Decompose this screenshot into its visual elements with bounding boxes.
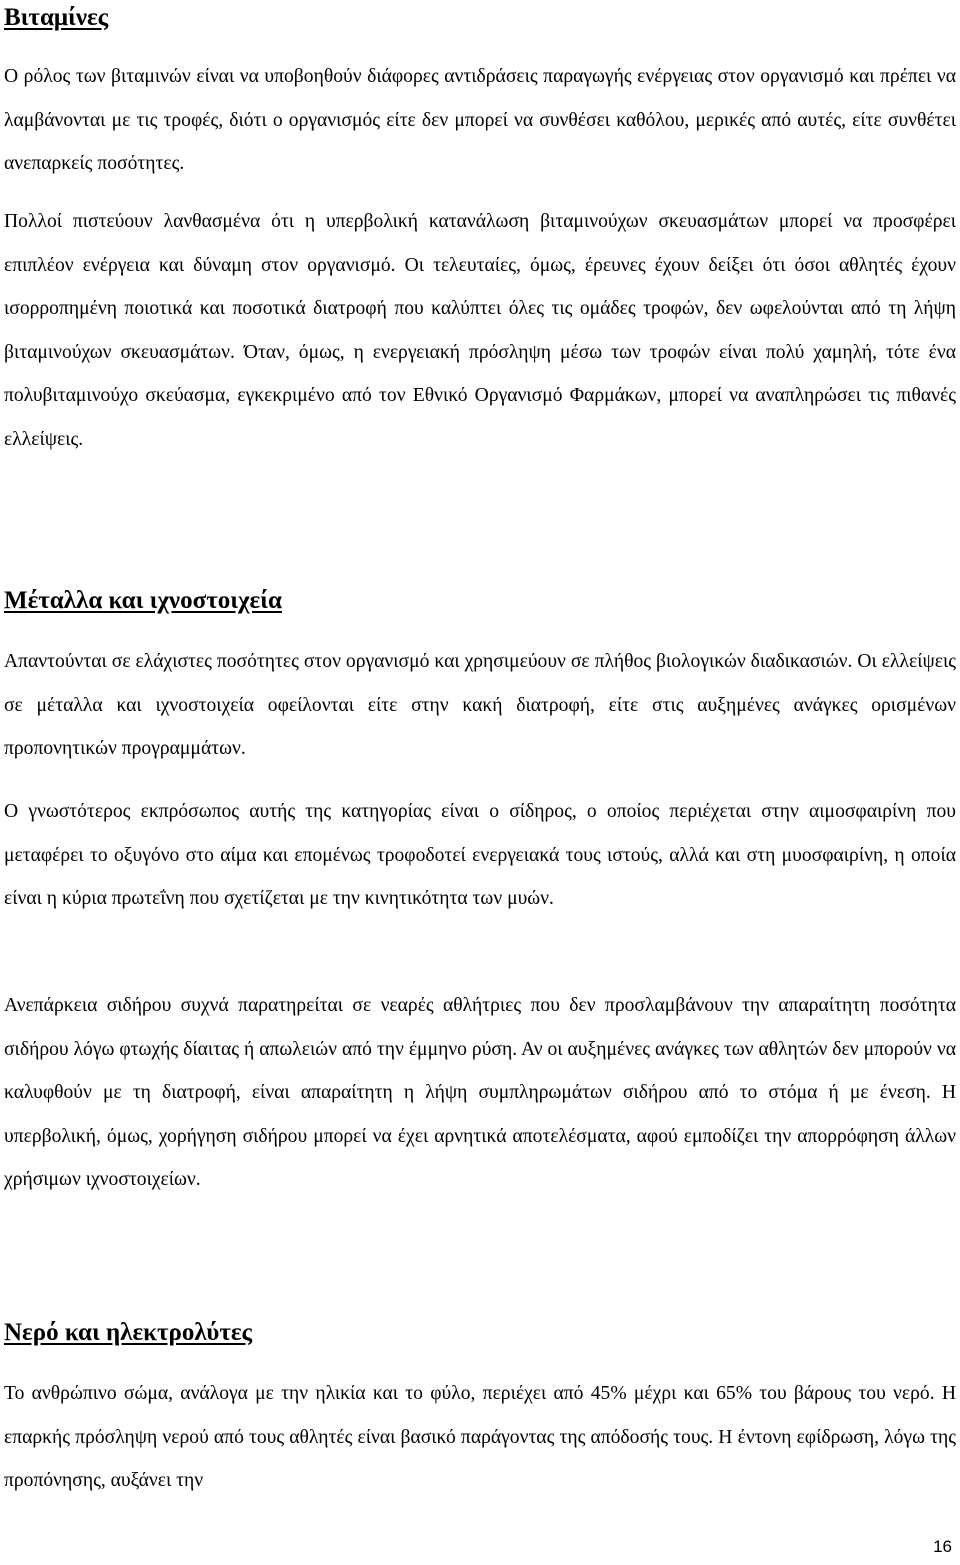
paragraph-vitamins-supplements: Πολλοί πιστεύουν λανθασμένα ότι η υπερβολική κατανάλωση βιταμινούχων σκευασμάτων μπορεί να προσφέρει επιπλέον ενέργεια και δύναμη στον οργανισμό. Οι τελευταίες, όμως, έρευνες έχουν δείξει ότι όσοι αθλητές έχουν ισορροπημένη ποιοτικά και ποσοτικά διατροφή που καλύπτει όλες τις ομάδες τροφών, δεν ωφελούνται από τη λήψη βιταμινούχων σκευασμάτων. Όταν, όμως, η ενεργειακή πρόσληψη μέσω των τροφών είναι πολύ χαμηλή, τότε ένα πολυβιταμινούχο σκεύασμα, εγκεκριμένο από τον Εθνικό Οργανισμό Φαρμάκων, μπορεί να αναπληρώσει τις πιθανές ελλείψεις. [4, 211, 956, 450]
paragraph-vitamins-role: Ο ρόλος των βιταμινών είναι να υποβοηθούν διάφορες αντιδράσεις παραγωγής ενέργειας στον οργανισμό και πρέπει να λαμβάνονται με τις τροφές, διότι ο οργανισμός είτε δεν μπορεί να συνθέσει καθόλου, μερικές από αυτές, είτε συνθέτει ανεπαρκείς ποσότητες. [4, 66, 956, 175]
paragraph-iron-deficiency: Ανεπάρκεια σιδήρου συχνά παρατηρείται σε νεαρές αθλήτριες που δεν προσλαμβάνουν την απαραίτητη ποσότητα σιδήρου λόγω φτωχής δίαιτας ή απωλειών από την έμμηνο ρύση. Αν οι αυξημένες ανάγκες των αθλητών δεν μπορούν να καλυφθούν με τη διατροφή, είναι απαραίτητη η λήψη συμπληρωμάτων σιδήρου από το στόμα ή με ένεση. Η υπερβολική, όμως, χορήγηση σιδήρου μπορεί να έχει αρνητικά αποτελέσματα, αφού εμποδίζει την απορρόφηση άλλων χρήσιμων ιχνοστοιχείων. [4, 995, 956, 1191]
paragraph-iron: Ο γνωστότερος εκπρόσωπος αυτής της κατηγορίας είναι ο σίδηρος, ο οποίος περιέχεται στην αιμοσφαιρίνη που μεταφέρει το οξυγόνο στο αίμα και επομένως τροφοδοτεί ενεργειακά τους ιστούς, αλλά και στη μυοσφαιρίνη, η οποία είναι η κύρια πρωτεΐνη που σχετίζεται με την κινητικότητα των μυών. [4, 801, 956, 910]
heading-vitamins: Βιταμίνες [4, 4, 109, 31]
page-number: 16 [933, 1537, 952, 1556]
heading-water: Νερό και ηλεκτρολύτες [4, 1319, 253, 1346]
heading-minerals: Μέταλλα και ιχνοστοιχεία [4, 587, 282, 614]
paragraph-water: Το ανθρώπινο σώμα, ανάλογα με την ηλικία και το φύλο, περιέχει από 45% μέχρι και 65% του βάρους του νερό. Η επαρκής πρόσληψη νερού από τους αθλητές είναι βασικό παράγοντας της απόδοσής τους. Η έντονη εφίδρωση, λόγω της προπόνησης, αυξάνει την [4, 1383, 956, 1492]
paragraph-minerals-intro: Απαντούνται σε ελάχιστες ποσότητες στον οργανισμό και χρησιμεύουν σε πλήθος βιολογικών διαδικασιών. Οι ελλείψεις σε μέταλλα και ιχνοστοιχεία οφείλονται είτε στην κακή διατροφή, είτε στις αυξημένες ανάγκες ορισμένων προπονητικών προγραμμάτων. [4, 651, 956, 760]
